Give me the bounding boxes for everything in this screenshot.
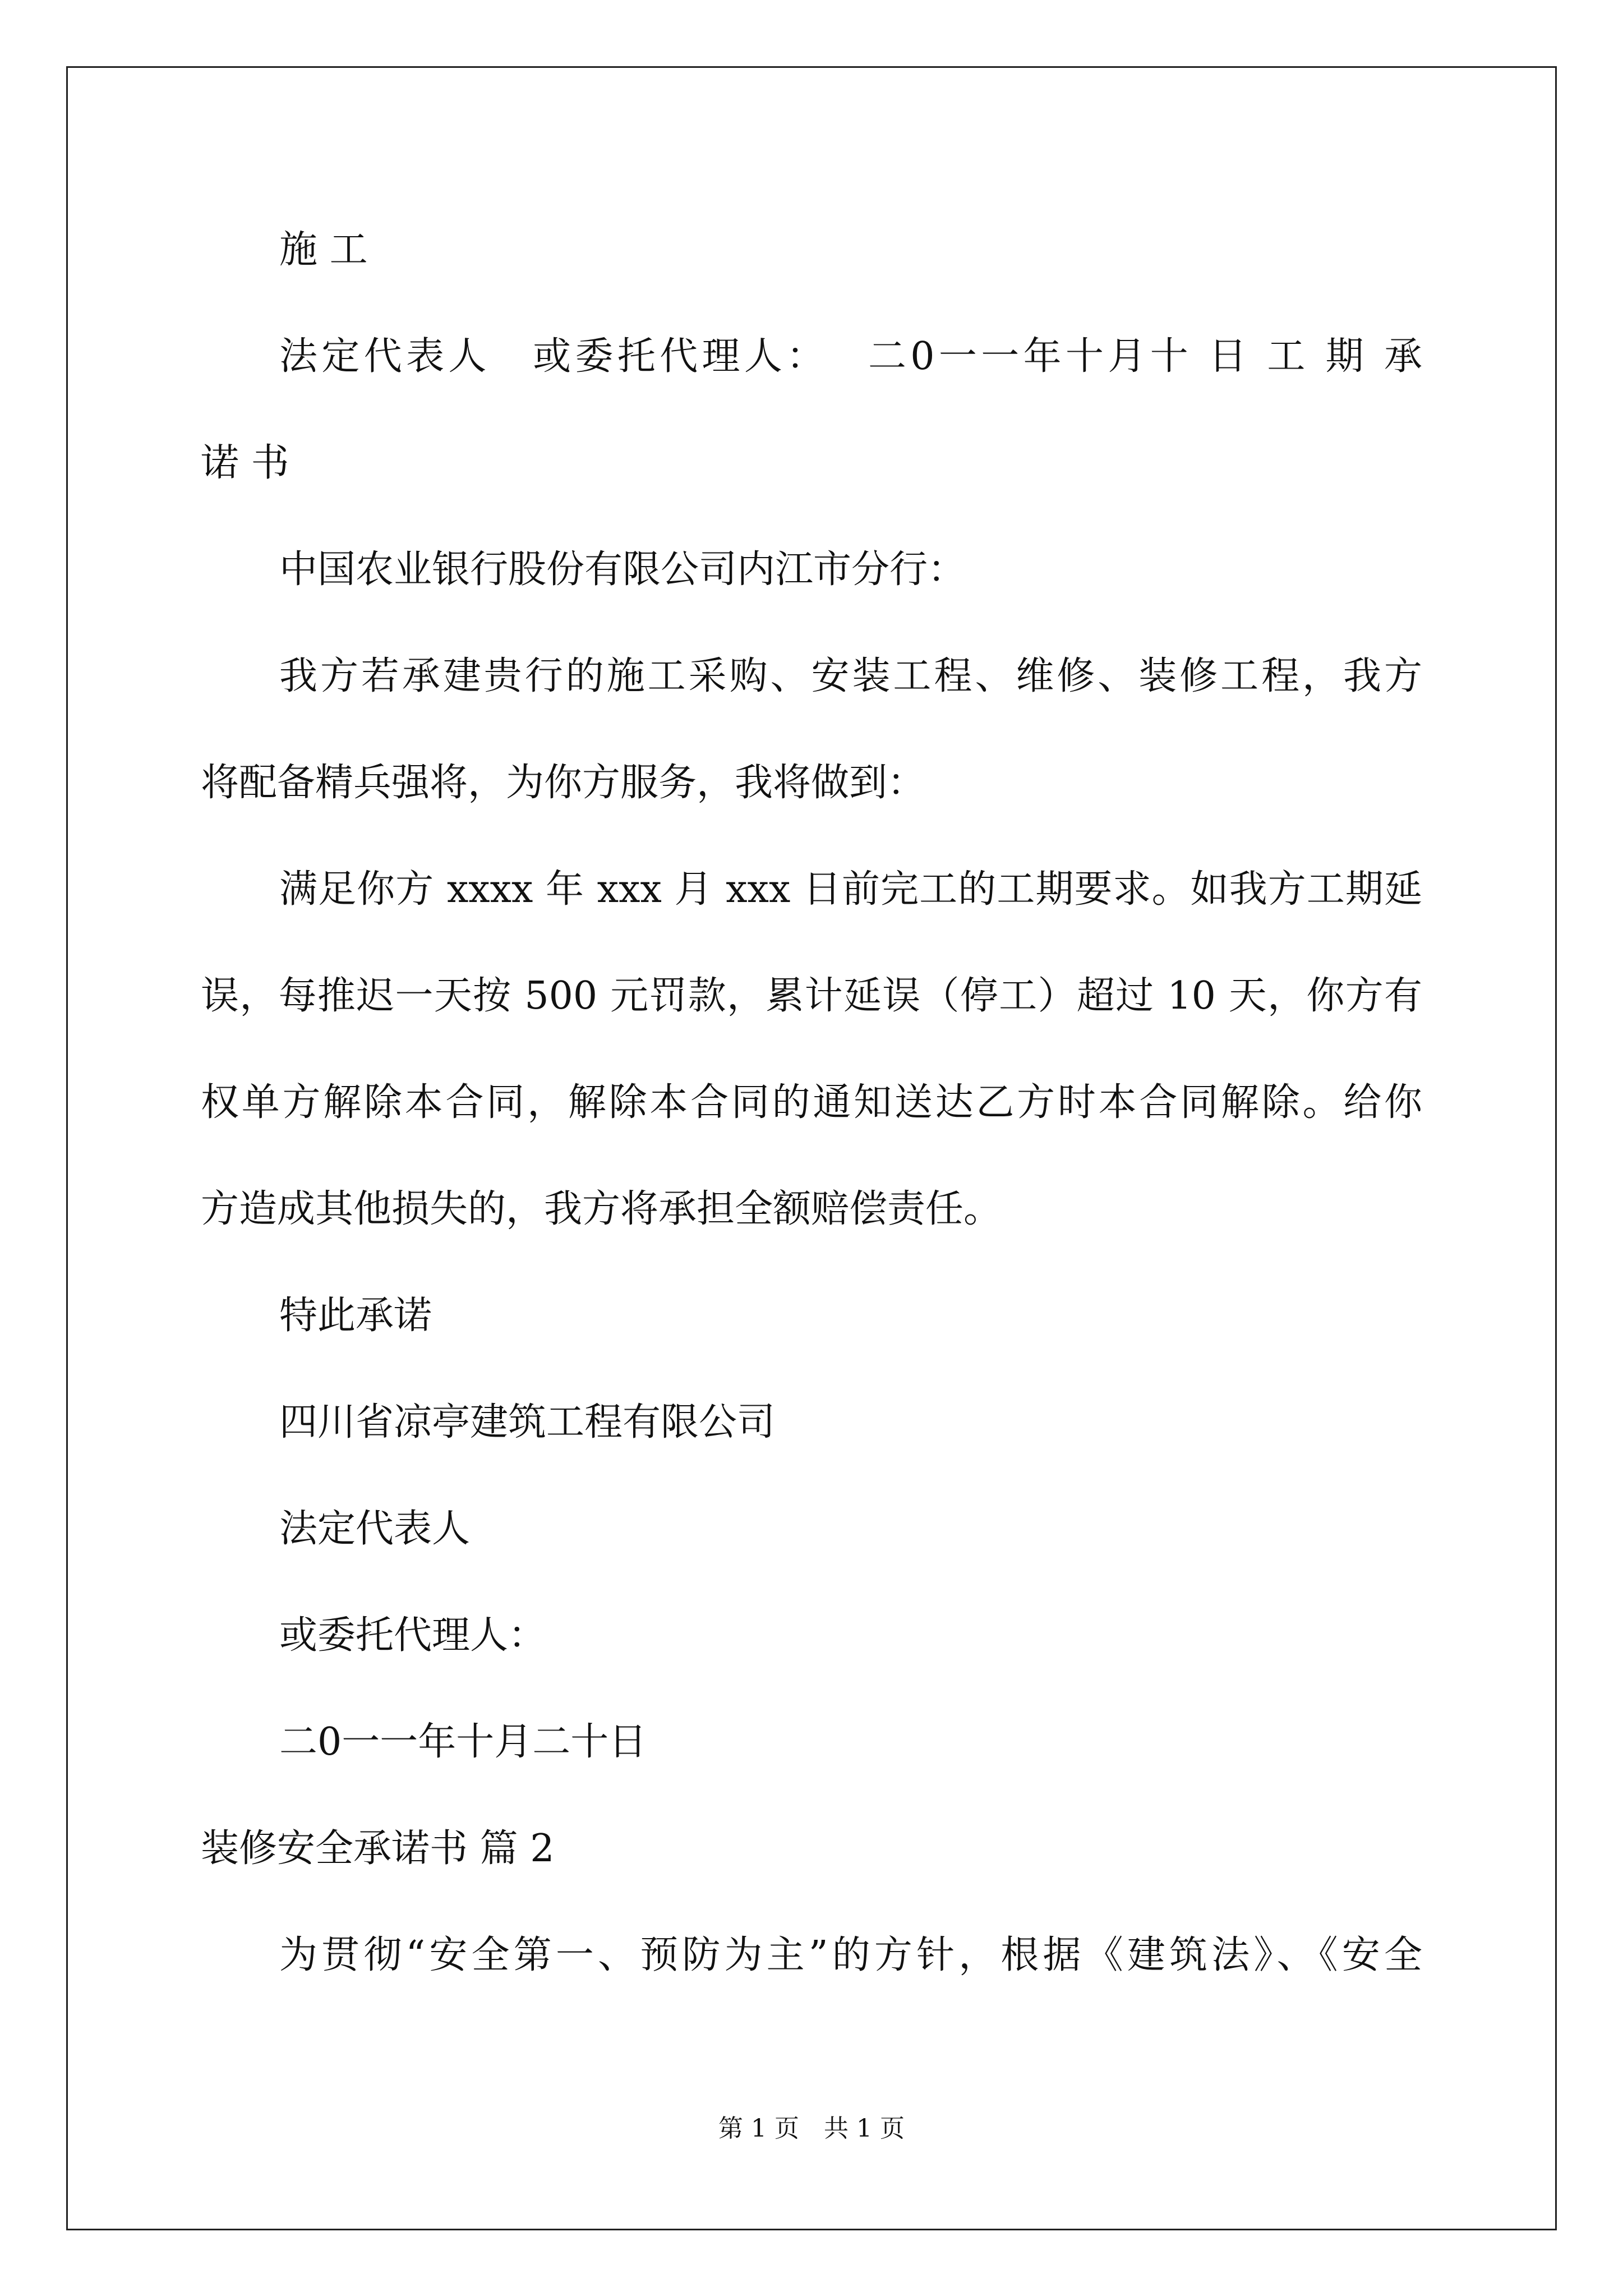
text-line: 诺 书 [201,441,289,485]
date-line: 二0一一年十月二十日 [279,1720,647,1764]
page-border [66,66,1557,2230]
company-name-line: 四川省凉亭建筑工程有限公司 [279,1400,776,1444]
text-line: 施 工 [279,228,368,272]
text-line: 我方若承建贵行的施工采购、安装工程、维修、装修工程，我方 [279,654,1422,698]
text-line: 特此承诺 [279,1294,432,1338]
text-line: 法定代表人 [279,1507,471,1551]
text-line: 误，每推迟一天按 500 元罚款，累计延误（停工）超过 10 天，你方有 [201,974,1422,1018]
section-heading: 装修安全承诺书 篇 2 [201,1826,555,1871]
text-line: 权单方解除本合同，解除本合同的通知送达乙方时本合同解除。给你 [201,1080,1422,1125]
text-line: 满足你方 xxxx 年 xxx 月 xxx 日前完工的工期要求。如我方工期延 [279,867,1422,912]
text-line: 将配备精兵强将，为你方服务，我将做到： [201,761,926,805]
text-line: 方造成其他损失的，我方将承担全额赔偿责任。 [201,1187,1002,1231]
text-line: 或委托代理人： [279,1613,547,1658]
text-line: 法定代表人 或委托代理人： 二0一一年十月十 日 工 期 承 [279,334,1422,379]
addressee-line: 中国农业银行股份有限公司内江市分行： [279,547,966,592]
text-line: 为贯彻“安全第一、预防为主”的方针，根据《建筑法》、《安全 [279,1933,1422,1977]
page-number-footer: 第 1 页 共 1 页 [718,2114,905,2143]
